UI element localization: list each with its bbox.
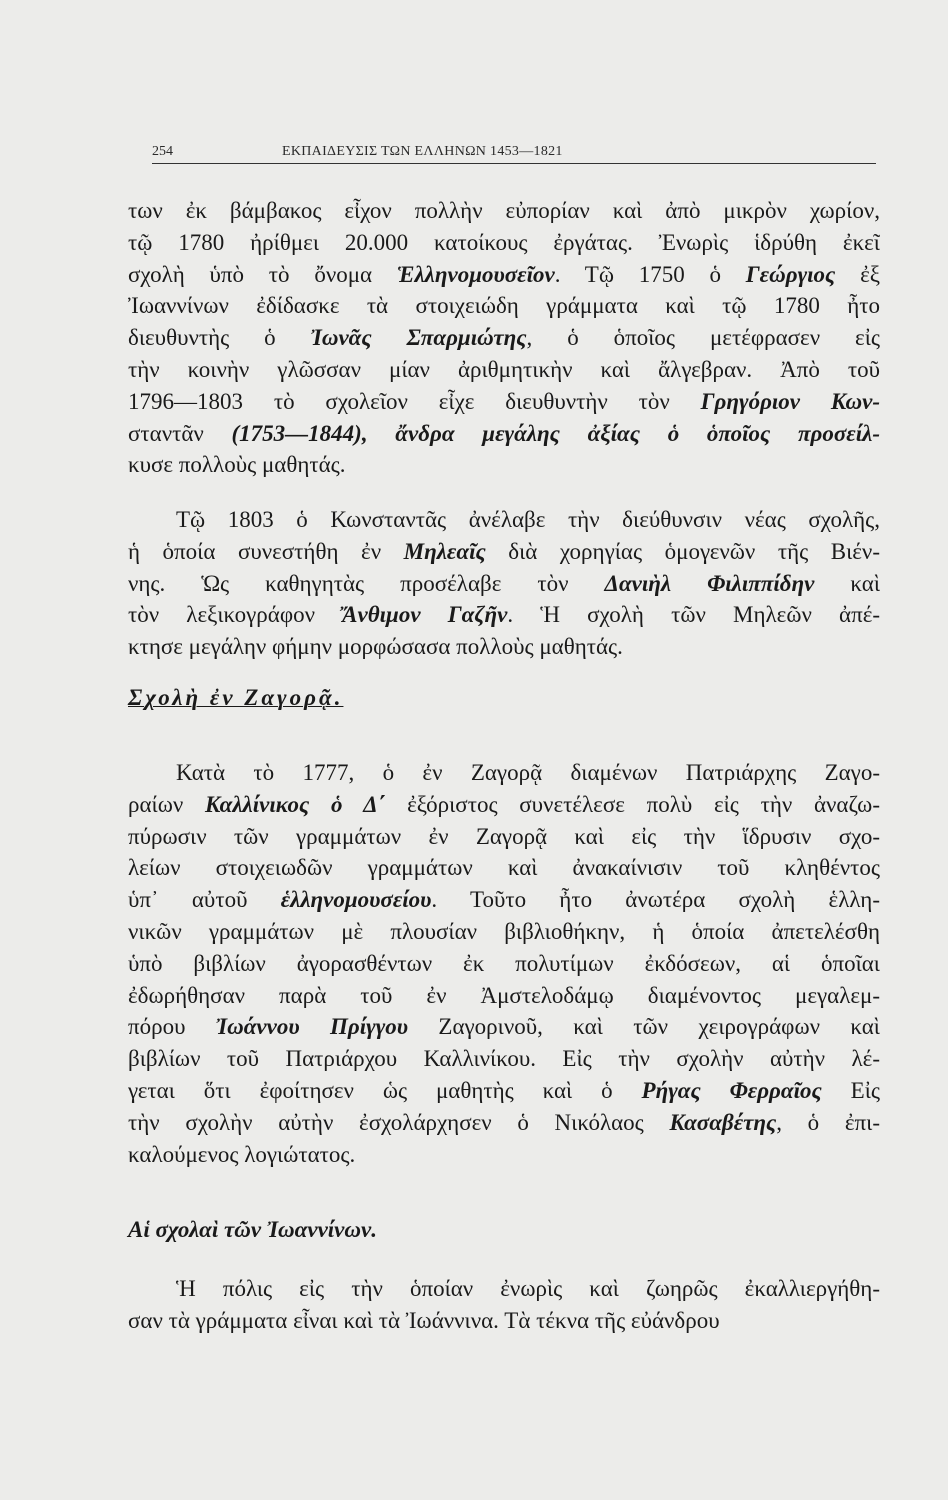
text-line bbox=[128, 822, 880, 852]
text-line bbox=[128, 885, 880, 915]
emphasized-name: Ἰωνᾶς Σπαρμιώτης bbox=[310, 325, 527, 351]
page-header bbox=[152, 144, 876, 164]
text-line bbox=[128, 1306, 880, 1336]
emphasized-name: Ρήγας Φερραῖος bbox=[641, 1078, 822, 1103]
text-run: Κατὰ τὸ 1777, ὁ ἐν Ζαγορᾷ διαμένων Πατριάρχης Ζαγο- bbox=[176, 760, 880, 785]
text-run: κυσε πολλοὺς μαθητάς. bbox=[128, 452, 346, 478]
text-line bbox=[128, 450, 880, 480]
text-run: διὰ χορηγίας ὁμογενῶν τῆς Βιέν- bbox=[485, 538, 880, 564]
emphasized-name: Ἑλληνομουσεῖον bbox=[396, 261, 555, 287]
text-run: νικῶν γραμμάτων μὲ πλουσίαν βιβλιοθήκην, ἡ ὁποία ἀπετελέσθη bbox=[128, 919, 880, 944]
text-line bbox=[128, 1076, 880, 1106]
emphasized-name: (1753—1844), ἄνδρα μεγάλης ἀξίας ὁ ὁποῖος προσείλ- bbox=[203, 420, 880, 446]
text-run: σαν τὰ γράμματα εἶναι καὶ τὰ Ἰωάννινα. Τὰ τέκνα τῆς εὐάνδρου bbox=[128, 1307, 720, 1333]
text-run: καλούμενος λογιώτατος. bbox=[128, 1141, 356, 1167]
text-line bbox=[128, 196, 880, 226]
text-run: γεται ὅτι ἐφοίτησεν ὡς μαθητὴς καὶ ὁ bbox=[128, 1078, 642, 1103]
text-line bbox=[128, 355, 880, 385]
text-line bbox=[128, 505, 880, 535]
text-line bbox=[128, 260, 880, 290]
emphasized-name: Ἄνθιμον Γαζῆν bbox=[342, 602, 508, 628]
text-line bbox=[128, 228, 880, 258]
text-line bbox=[128, 323, 880, 353]
running-title: ΕΚΠΑΙΔΕΥΣΙΣ ΤΩΝ ΕΛΛΗΝΩΝ 1453—1821 bbox=[282, 144, 563, 159]
text-run: ραίων bbox=[128, 791, 205, 817]
emphasized-name: Δανιὴλ Φιλιππίδην bbox=[604, 570, 815, 596]
text-line bbox=[128, 981, 880, 1011]
text-line bbox=[128, 419, 880, 449]
text-run: Ἡ πόλις εἰς τὴν ὁποίαν ἐνωρὶς καὶ ζωηρῶς ἐκαλλιεργήθη- bbox=[176, 1276, 880, 1301]
text-run: τὴν σχολὴν αὐτὴν ἐσχολάρχησεν ὁ Νικόλαος bbox=[128, 1109, 670, 1135]
section-heading-zagora: Σχολὴ ἐν Ζαγορᾷ. bbox=[128, 685, 344, 710]
text-run: λείων στοιχειωδῶν γραμμάτων καὶ ἀνακαίνισιν τοῦ κληθέντος bbox=[128, 855, 880, 881]
text-run: . Τοῦτο ἦτο ἀνωτέρα σχολὴ ἑλλη- bbox=[431, 887, 880, 913]
text-run: ἐξ bbox=[835, 261, 880, 287]
text-run: . Ἡ σχολὴ τῶν Μηλεῶν ἀπέ- bbox=[507, 602, 880, 628]
text-line bbox=[128, 537, 880, 567]
text-run: , ὁ ἐπι- bbox=[776, 1109, 880, 1135]
text-line bbox=[128, 790, 880, 820]
emphasized-name: ἑλληνομουσείου bbox=[280, 887, 432, 913]
text-run: Ζαγορινοῦ, καὶ τῶν χειρογράφων καὶ bbox=[408, 1014, 880, 1040]
text-run: 1796—1803 τὸ σχολεῖον εἶχε διευθυντὴν τὸν bbox=[128, 388, 701, 414]
text-line bbox=[128, 917, 880, 947]
text-line bbox=[128, 1108, 880, 1138]
text-line bbox=[128, 853, 880, 883]
text-run: , ὁ ὁποῖος μετέφρασεν εἰς bbox=[526, 325, 880, 351]
text-run: ἡ ὁποία συνεστήθη ἐν bbox=[128, 538, 404, 564]
emphasized-name: Μηλεαῖς bbox=[403, 538, 486, 564]
text-run: τῷ 1780 ἠρίθμει 20.000 κατοίκους ἐργάτας. Ἐνωρὶς ἱδρύθη ἐκεῖ bbox=[128, 229, 880, 255]
text-line bbox=[128, 1012, 880, 1042]
emphasized-name: Γρηγόριον Κων- bbox=[700, 388, 880, 414]
text-line bbox=[128, 291, 880, 321]
text-line bbox=[128, 1140, 880, 1170]
text-run: ὑπὸ βιβλίων ἀγορασθέντων ἐκ πολυτίμων ἐκδόσεων, αἱ ὁποῖαι bbox=[128, 950, 880, 976]
text-run: βιβλίων τοῦ Πατριάρχου Καλλινίκου. Εἰς τὴν σχολὴν αὐτὴν λέ- bbox=[128, 1046, 880, 1072]
text-run: καὶ bbox=[814, 570, 880, 596]
text-line bbox=[128, 600, 880, 630]
text-run: ἐξόριστος συνετέλεσε πολὺ εἰς τὴν ἀναζω- bbox=[385, 791, 880, 817]
text-run: ὑπ᾿ αὐτοῦ bbox=[128, 887, 281, 913]
text-line bbox=[128, 1044, 880, 1074]
text-run: ἐδωρήθησαν παρὰ τοῦ ἐν Ἀμστελοδάμῳ διαμένοντος μεγαλεμ- bbox=[128, 982, 880, 1008]
emphasized-name: Κασαβέτης bbox=[669, 1109, 777, 1135]
emphasized-name: Γεώργιος bbox=[745, 261, 836, 287]
text-run: Τῷ 1803 ὁ Κωνσταντᾶς ἀνέλαβε τὴν διεύθυνσιν νέας σχολῆς, bbox=[176, 507, 880, 532]
text-line bbox=[128, 1274, 880, 1304]
text-line bbox=[128, 949, 880, 979]
text-run: τὸν λεξικογράφον bbox=[128, 602, 343, 628]
emphasized-name: Καλλίνικος ὁ Δ΄ bbox=[204, 791, 386, 817]
text-run: σχολὴ ὑπὸ τὸ ὄνομα bbox=[128, 261, 397, 287]
text-run: τὴν κοινὴν γλῶσσαν μίαν ἀριθμητικὴν καὶ ἄλγεβραν. Ἀπὸ τοῦ bbox=[128, 357, 880, 382]
text-line bbox=[128, 387, 880, 417]
text-run: πύρωσιν τῶν γραμμάτων ἐν Ζαγορᾷ καὶ εἰς τὴν ἵδρυσιν σχο- bbox=[128, 823, 880, 849]
text-run: νης. Ὡς καθηγητὰς προσέλαβε τὸν bbox=[128, 570, 605, 596]
text-line bbox=[128, 758, 880, 788]
text-line bbox=[128, 569, 880, 599]
text-run: πόρου bbox=[128, 1014, 216, 1040]
text-line bbox=[128, 632, 880, 662]
text-run: σταντᾶν bbox=[128, 420, 204, 446]
text-run: των ἐκ βάμβακος εἶχον πολλὴν εὐπορίαν καὶ ἀπὸ μικρὸν χωρίον, bbox=[128, 198, 880, 223]
text-run: κτησε μεγάλην φήμην μορφώσασα πολλοὺς μαθητάς. bbox=[128, 634, 623, 660]
section-heading-ioannina: Αἱ σχολαὶ τῶν Ἰωαννίνων. bbox=[128, 1217, 377, 1242]
page-number: 254 bbox=[152, 144, 173, 159]
text-run: Εἰς bbox=[821, 1078, 880, 1103]
text-run: διευθυντὴς ὁ bbox=[128, 325, 311, 351]
emphasized-name: Ἰωάννου Πρίγγου bbox=[215, 1014, 409, 1040]
text-run: . Τῷ 1750 ὁ bbox=[554, 261, 746, 287]
text-run: Ἰωαννίνων ἐδίδασκε τὰ στοιχειώδη γράμματα καὶ τῷ 1780 ἦτο bbox=[128, 293, 880, 319]
